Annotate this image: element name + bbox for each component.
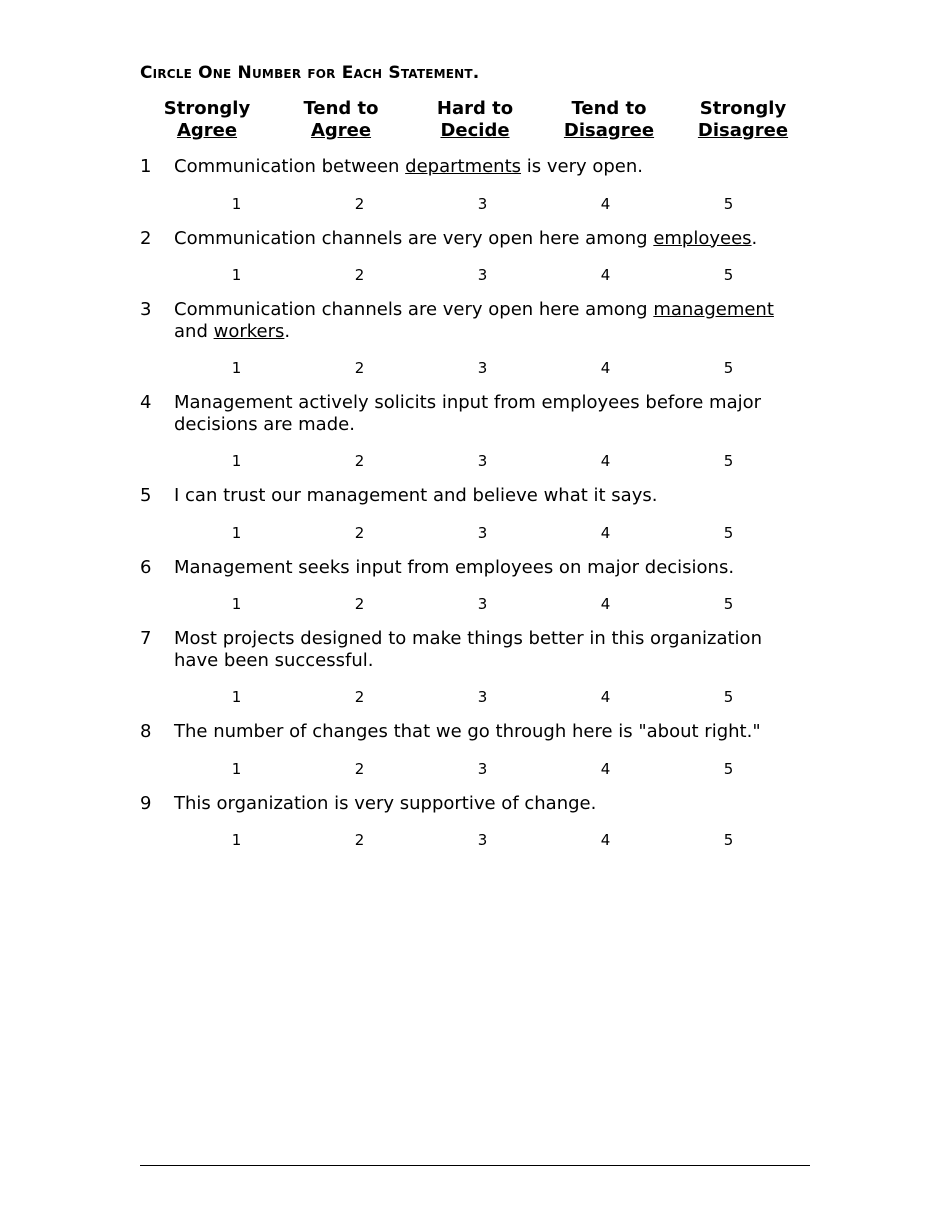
question-text-part: Communication channels are very open here among bbox=[174, 227, 654, 249]
scale-label-line2: Decide bbox=[440, 120, 510, 141]
rating-option-5[interactable]: 5 bbox=[723, 452, 734, 470]
rating-option-4[interactable]: 4 bbox=[600, 523, 611, 542]
question-text-part: This organization is very supportive of change. bbox=[174, 792, 597, 814]
rating-option-1[interactable]: 1 bbox=[231, 452, 242, 470]
rating-option-5[interactable]: 5 bbox=[723, 266, 734, 284]
question-text-part: Communication between bbox=[174, 156, 406, 177]
question-text-part: Management actively solicits input from employees before major decisions are made. bbox=[174, 392, 762, 435]
rating-option-3[interactable]: 3 bbox=[477, 688, 488, 706]
rating-option-2[interactable]: 2 bbox=[354, 452, 365, 470]
scale-label bbox=[676, 98, 810, 142]
rating-option-5[interactable]: 5 bbox=[723, 595, 734, 613]
question-text bbox=[174, 793, 810, 815]
question-number: 5 bbox=[140, 485, 152, 506]
question-text bbox=[174, 721, 810, 743]
rating-options bbox=[140, 194, 810, 214]
rating-option-3[interactable]: 3 bbox=[477, 759, 488, 778]
rating-options bbox=[140, 687, 810, 707]
question-text-part: Communication channels are very open here among bbox=[174, 299, 654, 320]
scale-label-line1: Tend to bbox=[571, 98, 647, 119]
rating-options bbox=[140, 523, 810, 543]
rating-option-4[interactable]: 4 bbox=[600, 359, 611, 377]
question-number: 1 bbox=[140, 156, 152, 177]
scale-label bbox=[408, 98, 542, 142]
rating-option-2[interactable]: 2 bbox=[354, 688, 365, 706]
underlined-term: departments bbox=[405, 156, 522, 177]
rating-option-4[interactable]: 4 bbox=[600, 688, 611, 706]
question-item bbox=[140, 156, 810, 214]
rating-option-2[interactable]: 2 bbox=[354, 759, 365, 778]
rating-option-1[interactable]: 1 bbox=[231, 266, 242, 284]
underlined-term: workers bbox=[213, 320, 285, 342]
rating-option-5[interactable]: 5 bbox=[723, 831, 734, 849]
scale-label-line2: Disagree bbox=[563, 120, 655, 141]
rating-options bbox=[140, 358, 810, 378]
question-number: 9 bbox=[140, 792, 152, 814]
underlined-term: employees bbox=[653, 227, 752, 249]
rating-option-2[interactable]: 2 bbox=[354, 595, 365, 613]
question-text bbox=[174, 392, 810, 435]
rating-options bbox=[140, 451, 810, 471]
scale-header bbox=[140, 98, 810, 142]
question-number: 6 bbox=[140, 556, 152, 578]
rating-option-5[interactable]: 5 bbox=[723, 688, 734, 706]
scale-label-line1: Strongly bbox=[163, 98, 251, 119]
question-item bbox=[140, 392, 810, 471]
question-number: 2 bbox=[140, 227, 152, 249]
question-text bbox=[174, 485, 810, 507]
scale-label bbox=[140, 98, 274, 142]
rating-option-3[interactable]: 3 bbox=[477, 523, 488, 542]
rating-option-2[interactable]: 2 bbox=[354, 194, 365, 213]
scale-label-line2: Disagree bbox=[697, 120, 789, 141]
question-list bbox=[140, 156, 810, 850]
question-item bbox=[140, 228, 810, 286]
question-text-part: The number of changes that we go through here is "about right." bbox=[174, 721, 761, 742]
rating-option-5[interactable]: 5 bbox=[723, 759, 734, 778]
question-item bbox=[140, 721, 810, 779]
rating-option-5[interactable]: 5 bbox=[723, 359, 734, 377]
scale-label-line2: Agree bbox=[176, 120, 238, 141]
instruction-heading: Circle One Number for Each Statement. bbox=[140, 63, 480, 83]
rating-option-3[interactable]: 3 bbox=[477, 266, 488, 284]
rating-option-1[interactable]: 1 bbox=[231, 359, 242, 377]
question-text-part: and bbox=[174, 320, 214, 342]
rating-option-2[interactable]: 2 bbox=[354, 266, 365, 284]
rating-options bbox=[140, 759, 810, 779]
question-number: 8 bbox=[140, 721, 152, 742]
question-text bbox=[174, 299, 810, 342]
rating-option-4[interactable]: 4 bbox=[600, 759, 611, 778]
rating-option-3[interactable]: 3 bbox=[477, 452, 488, 470]
rating-option-4[interactable]: 4 bbox=[600, 266, 611, 284]
survey-page bbox=[140, 62, 810, 864]
question-text-part: Most projects designed to make things better in this organization have been successful. bbox=[174, 628, 762, 671]
rating-option-2[interactable]: 2 bbox=[354, 523, 365, 542]
question-text bbox=[174, 628, 810, 671]
rating-option-3[interactable]: 3 bbox=[477, 595, 488, 613]
question-text bbox=[174, 228, 810, 250]
rating-option-2[interactable]: 2 bbox=[354, 359, 365, 377]
footer-rule bbox=[140, 1165, 810, 1166]
rating-option-5[interactable]: 5 bbox=[723, 194, 734, 213]
scale-label-line2: Agree bbox=[310, 120, 372, 141]
rating-option-1[interactable]: 1 bbox=[231, 759, 242, 778]
rating-option-1[interactable]: 1 bbox=[231, 194, 242, 213]
question-item bbox=[140, 485, 810, 543]
rating-options bbox=[140, 594, 810, 614]
question-item bbox=[140, 299, 810, 378]
question-text-part: . bbox=[284, 320, 291, 342]
rating-option-2[interactable]: 2 bbox=[354, 831, 365, 849]
rating-options bbox=[140, 830, 810, 850]
scale-label bbox=[274, 98, 408, 142]
question-number: 4 bbox=[140, 392, 152, 413]
rating-option-3[interactable]: 3 bbox=[477, 359, 488, 377]
rating-option-3[interactable]: 3 bbox=[477, 194, 488, 213]
scale-label-line1: Hard to bbox=[436, 98, 514, 119]
scale-label bbox=[542, 98, 676, 142]
question-item bbox=[140, 628, 810, 707]
rating-option-3[interactable]: 3 bbox=[477, 831, 488, 849]
scale-label-line1: Strongly bbox=[699, 98, 787, 119]
scale-label-line1: Tend to bbox=[303, 98, 379, 119]
rating-option-5[interactable]: 5 bbox=[723, 523, 734, 542]
question-number: 7 bbox=[140, 628, 152, 649]
rating-option-4[interactable]: 4 bbox=[600, 194, 611, 213]
rating-options bbox=[140, 265, 810, 285]
question-text-part: I can trust our management and believe what it says. bbox=[174, 485, 658, 506]
rating-option-4[interactable]: 4 bbox=[600, 831, 611, 849]
question-text bbox=[174, 557, 810, 579]
question-text-part: . bbox=[751, 227, 758, 249]
rating-option-4[interactable]: 4 bbox=[600, 452, 611, 470]
rating-option-1[interactable]: 1 bbox=[231, 688, 242, 706]
rating-option-1[interactable]: 1 bbox=[231, 595, 242, 613]
question-text-part: Management seeks input from employees on major decisions. bbox=[174, 556, 735, 578]
question-number: 3 bbox=[140, 299, 152, 320]
question-item bbox=[140, 793, 810, 851]
question-text bbox=[174, 156, 810, 178]
rating-option-1[interactable]: 1 bbox=[231, 831, 242, 849]
question-text-part: is very open. bbox=[521, 156, 643, 177]
rating-option-4[interactable]: 4 bbox=[600, 595, 611, 613]
question-item bbox=[140, 557, 810, 615]
rating-option-1[interactable]: 1 bbox=[231, 523, 242, 542]
underlined-term: management bbox=[653, 299, 774, 320]
